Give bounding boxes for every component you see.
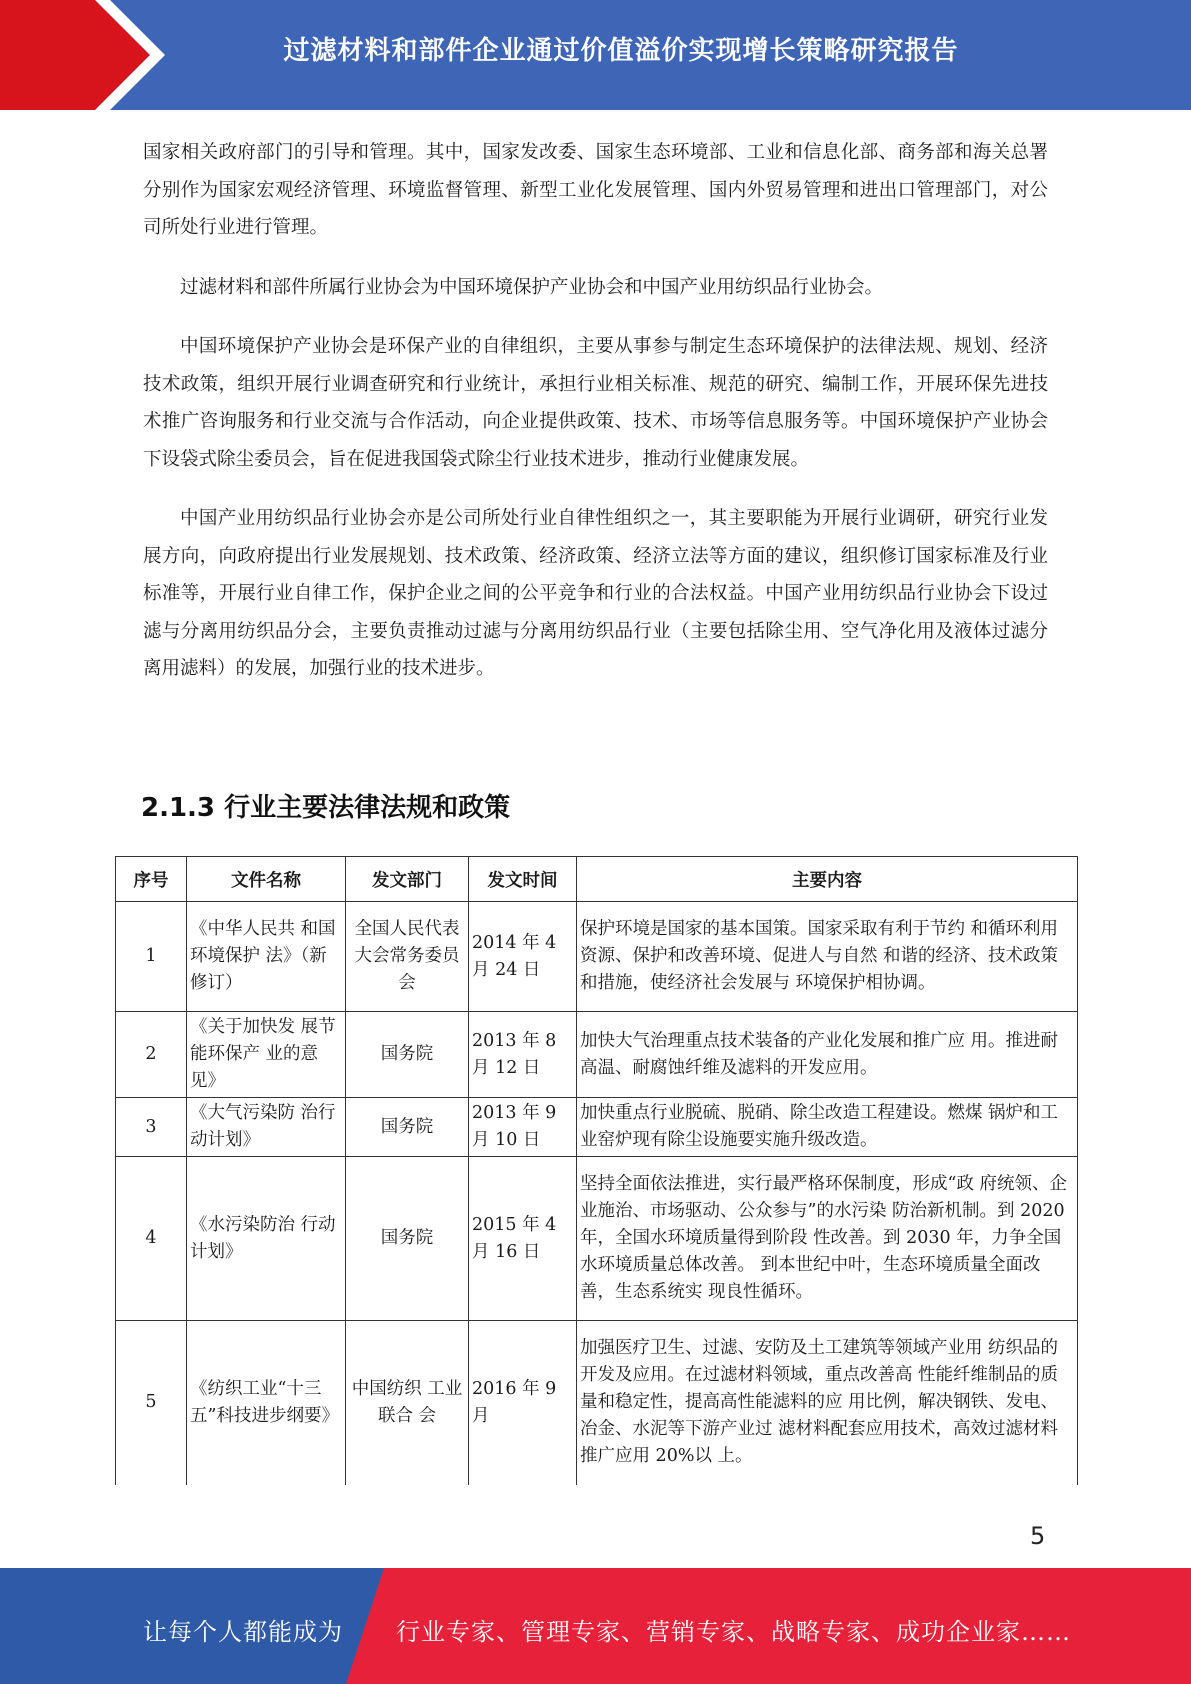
table-row	[116, 1157, 1078, 1321]
issue-date: 2013 年 8 月 12 日	[469, 1012, 577, 1098]
issuing-department: 全国人民代表大会常务委员会	[346, 902, 469, 1012]
column-header-content: 主要内容	[577, 857, 1078, 902]
row-number: 3	[116, 1098, 187, 1157]
document-name: 《纺织工业“十三五”科技进步纲要》	[187, 1321, 346, 1485]
issue-date: 2015 年 4 月 16 日	[469, 1157, 577, 1321]
issuing-department: 国务院	[346, 1157, 469, 1321]
column-header-date: 发文时间	[469, 857, 577, 902]
issue-date: 2014 年 4 月 24 日	[469, 902, 577, 1012]
document-name: 《关于加快发 展节能环保产 业的意见》	[187, 1012, 346, 1098]
table-row	[116, 1321, 1078, 1485]
row-number: 2	[116, 1012, 187, 1098]
row-number: 4	[116, 1157, 187, 1321]
main-content: 加快大气治理重点技术装备的产业化发展和推广应 用。推进耐高温、耐腐蚀纤维及滤料的开发应用。	[577, 1012, 1078, 1098]
main-content: 加强医疗卫生、过滤、安防及土工建筑等领域产业用 纺织品的开发及应用。在过滤材料领域，重点改善高 性能纤维制品的质量和稳定性，提高高性能滤料的应 用比例，解决钢铁、发电、冶金、水泥等下游产业过 滤材料配套应用技术，高效过滤材料推广应用 20%以 上。	[577, 1321, 1078, 1485]
table-row	[116, 1012, 1078, 1098]
report-title: 过滤材料和部件企业通过价值溢价实现增长策略研究报告	[283, 36, 959, 66]
column-header-name: 文件名称	[187, 857, 346, 902]
page-footer	[0, 1568, 1191, 1684]
main-content: 坚持全面依法推进，实行最严格环保制度，形成“政 府统领、企业施治、市场驱动、公众参与”的水污染 防治新机制。到 2020 年，全国水环境质量得到阶段 性改善。到 2030 年，力争全国水环境质量总体改善。 到本世纪中叶，生态环境质量全面改善，生态系统实 现良性循环。	[577, 1157, 1078, 1321]
paragraph: 过滤材料和部件所属行业协会为中国环境保护产业协会和中国产业用纺织品行业协会。	[180, 276, 884, 298]
body-text	[143, 134, 1048, 710]
document-name: 《中华人民共 和国环境保护 法》（新修订）	[187, 902, 346, 1012]
issue-date: 2013 年 9 月 10 日	[469, 1098, 577, 1157]
footer-slogan-left: 让每个人都能成为	[143, 1618, 343, 1646]
issue-date: 2016 年 9 月	[469, 1321, 577, 1485]
issuing-department: 国务院	[346, 1012, 469, 1098]
main-content: 保护环境是国家的基本国策。国家采取有利于节约 和循环利用资源、保护和改善环境、促进人与自然 和谐的经济、技术政策和措施，使经济社会发展与 环境保护相协调。	[577, 902, 1078, 1012]
table-header-row	[116, 857, 1078, 902]
row-number: 1	[116, 902, 187, 1012]
policy-table	[115, 856, 1078, 1485]
footer-slogan-right: 行业专家、管理专家、营销专家、战略专家、成功企业家……	[396, 1618, 1071, 1646]
paragraph: 中国产业用纺织品行业协会亦是公司所处行业自律性组织之一，其主要职能为开展行业调研，研究行业发展方向，向政府提出行业发展规划、技术政策、经济政策、经济立法等方面的建议，组织修订国家标准及行业标准等，开展行业自律工作，保护企业之间的公平竞争和行业的合法权益。中国产业用纺织品行业协会下设过滤与分离用纺织品分会，主要负责推动过滤与分离用纺织品行业（主要包括除尘用、空气净化用及液体过滤分离用滤料）的发展，加强行业的技术进步。	[143, 508, 1048, 679]
paragraph: 国家相关政府部门的引导和管理。其中，国家发改委、国家生态环境部、工业和信息化部、商务部和海关总署分别作为国家宏观经济管理、环境监督管理、新型工业化发展管理、国内外贸易管理和进出口管理部门，对公司所处行业进行管理。	[143, 142, 1048, 238]
issuing-department: 中国纺织 工业联合 会	[346, 1321, 469, 1485]
row-number: 5	[116, 1321, 187, 1485]
document-name: 《水污染防治 行动计划》	[187, 1157, 346, 1321]
table-row	[116, 1098, 1078, 1157]
column-header-dept: 发文部门	[346, 857, 469, 902]
table-row	[116, 902, 1078, 1012]
section-heading: 2.1.3 行业主要法律法规和政策	[141, 793, 511, 823]
page-header	[0, 0, 1191, 110]
page-number: 5	[1030, 1522, 1046, 1550]
paragraph: 中国环境保护产业协会是环保产业的自律组织，主要从事参与制定生态环境保护的法律法规、规划、经济技术政策，组织开展行业调查研究和行业统计，承担行业相关标准、规范的研究、编制工作，开展环保先进技术推广咨询服务和行业交流与合作活动，向企业提供政策、技术、市场等信息服务等。中国环境保护产业协会下设袋式除尘委员会，旨在促进我国袋式除尘行业技术进步，推动行业健康发展。	[143, 336, 1048, 470]
main-content: 加快重点行业脱硫、脱硝、除尘改造工程建设。燃煤 锅炉和工业窑炉现有除尘设施要实施升级改造。	[577, 1098, 1078, 1157]
document-name: 《大气污染防 治行动计划》	[187, 1098, 346, 1157]
issuing-department: 国务院	[346, 1098, 469, 1157]
column-header-num: 序号	[116, 857, 187, 902]
